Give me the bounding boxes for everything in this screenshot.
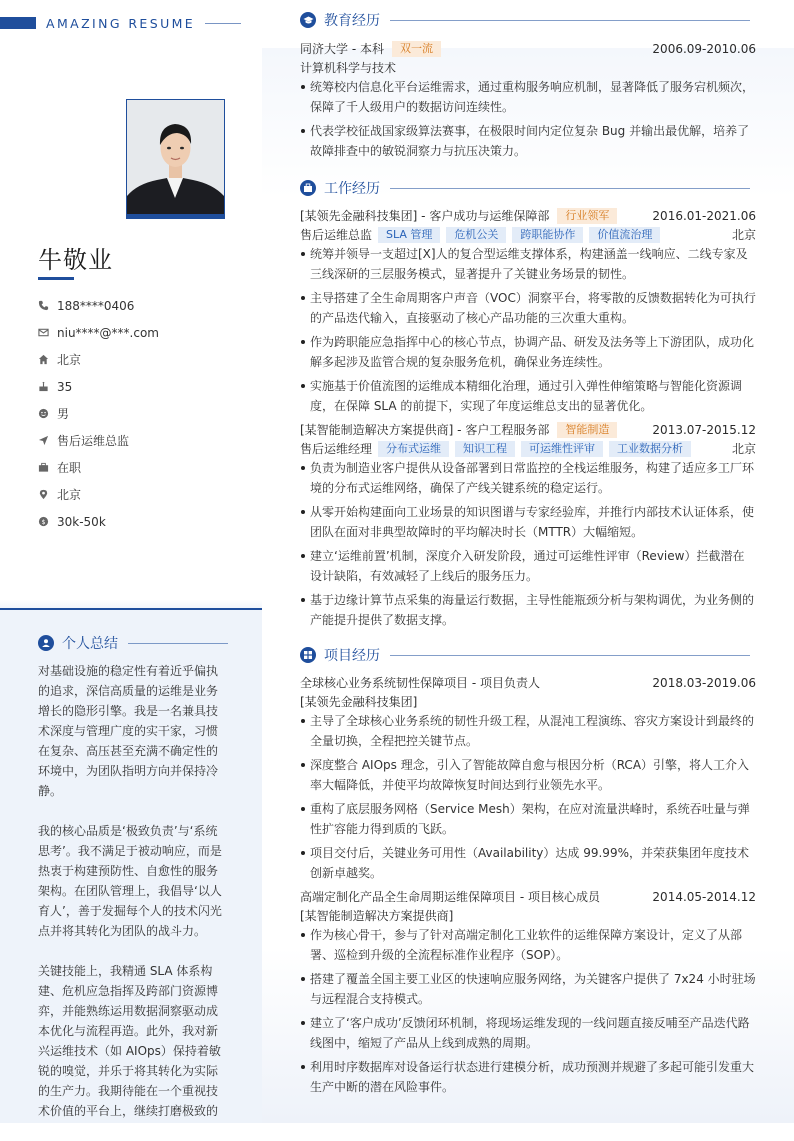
list-item: 主导了全球核心业务系统的韧性升级工程，从混沌工程演练、容灾方案设计到最终的全量切换，全程把控关键节点。 bbox=[300, 711, 756, 751]
projects-section bbox=[300, 673, 756, 1101]
job-date: 2013.07-2015.12 bbox=[652, 422, 756, 437]
job-tag: 智能制造 bbox=[557, 422, 617, 438]
project-entry bbox=[300, 887, 756, 1097]
info-value-location: 北京 bbox=[57, 488, 82, 502]
project-org: [某领先金融科技集团] bbox=[300, 695, 418, 709]
project-org: [某智能制造解决方案提供商] bbox=[300, 909, 454, 923]
projects-section-header bbox=[300, 645, 750, 665]
send-icon bbox=[38, 435, 49, 446]
school-tag: 双一流 bbox=[392, 41, 441, 57]
list-item: 主导搭建了全生命周期客户声音（VOC）洞察平台，将零散的反馈数据转化为可执行的产品迭代输入，直接驱动了核心产品功能的三次重大重构。 bbox=[300, 288, 756, 328]
graduation-cap-icon bbox=[300, 12, 316, 28]
info-row-gender bbox=[38, 400, 248, 427]
home-icon bbox=[38, 354, 49, 365]
job-date: 2016.01-2021.06 bbox=[652, 208, 756, 223]
education-date: 2006.09-2010.06 bbox=[652, 41, 756, 56]
skill-tag: 可运维性评审 bbox=[521, 441, 603, 457]
job-entry bbox=[300, 420, 756, 630]
location-icon bbox=[38, 489, 49, 500]
major-name: 计算机科学与技术 bbox=[300, 61, 397, 75]
info-value-age: 35 bbox=[57, 379, 73, 394]
project-name: 高端定制化产品全生命周期运维保障项目 - 项目核心成员 bbox=[300, 890, 600, 904]
briefcase-icon bbox=[38, 462, 49, 473]
brand-bar bbox=[0, 17, 36, 29]
job-role: 售后运维总监 bbox=[300, 228, 373, 242]
project-header-row bbox=[300, 673, 756, 692]
info-value-phone: 188****0406 bbox=[57, 298, 135, 313]
job-tag: 行业领军 bbox=[557, 208, 617, 224]
project-header-row bbox=[300, 887, 756, 906]
project-name: 全球核心业务系统韧性保障项目 - 项目负责人 bbox=[300, 676, 540, 690]
list-item: 从零开始构建面向工业场景的知识图谱与专家经验库，并推行内部技术认证体系，使团队在面对非典型故障时的平均解决时长（MTTR）大幅缩短。 bbox=[300, 502, 756, 542]
info-row-home bbox=[38, 346, 248, 373]
list-item: 统筹并领导一支超过[X]人的复合型运维支撑体系，构建涵盖一线响应、二线专家及三线深研的三层服务模式，显著提升了关键业务场景的韧性。 bbox=[300, 244, 756, 284]
list-item: 利用时序数据库对设备运行状态进行建模分析，成功预测并规避了多起可能引发重大生产中断的潜在风险事件。 bbox=[300, 1057, 756, 1097]
info-value-email: niu****@***.com bbox=[57, 325, 159, 340]
project-entry bbox=[300, 673, 756, 883]
list-item: 代表学校征战国家级算法赛事，在极限时间内定位复杂 Bug 并输出最优解，培养了故障排查中的敏锐洞察力与抗压决策力。 bbox=[300, 121, 756, 161]
info-row-phone bbox=[38, 292, 248, 319]
list-item: 搭建了覆盖全国主要工业区的快速响应服务网络，为关键客户提供了 7x24 小时驻场与远程混合支持模式。 bbox=[300, 969, 756, 1009]
grid-icon bbox=[300, 647, 316, 663]
job-role: 售后运维经理 bbox=[300, 442, 373, 456]
list-item: 重构了底层服务网格（Service Mesh）架构，在应对流量洪峰时，系统吞吐量与弹性扩容能力得到质的飞跃。 bbox=[300, 799, 756, 839]
list-item: 负责为制造业客户提供从设备部署到日常监控的全栈运维服务，构建了适应多工厂环境的分布式运维网络，确保了产线关键系统的稳定运行。 bbox=[300, 458, 756, 498]
job-city: 北京 bbox=[731, 228, 756, 242]
work-section bbox=[300, 206, 756, 634]
summary-body bbox=[38, 661, 224, 1141]
cake-icon bbox=[38, 381, 49, 392]
contact-info-list bbox=[38, 292, 248, 535]
portrait-image bbox=[127, 100, 224, 218]
skill-tag: 分布式运维 bbox=[378, 441, 449, 457]
job-header-row bbox=[300, 420, 756, 439]
work-title: 工作经历 bbox=[324, 181, 380, 197]
info-row-salary bbox=[38, 508, 248, 535]
job-bullets bbox=[300, 244, 756, 416]
list-item: 作为核心骨干，参与了针对高端定制化工业软件的运维保障方案设计，定义了从部署、巡检到升级的全流程标准作业程序（SOP）。 bbox=[300, 925, 756, 965]
sidebar-divider bbox=[0, 608, 262, 610]
info-row-age bbox=[38, 373, 248, 400]
list-item: 建立了‘客户成功’反馈闭环机制，将现场运维发现的一线问题直接反哺至产品迭代路线图中，缩短了产品从上线到成熟的周期。 bbox=[300, 1013, 756, 1053]
project-date: 2018.03-2019.06 bbox=[652, 675, 756, 690]
job-company: [某领先金融科技集团] - 客户成功与运维保障部 bbox=[300, 209, 550, 223]
summary-paragraph: 我的核心品质是‘极致负责’与‘系统思考’。我不满足于被动响应，而是热衷于构建预防性、自愈性的服务架构。在团队管理上，我倡导‘以人育人’，善于发掘每个人的技术闪光点并将其转化为团队的战斗力。 bbox=[38, 824, 222, 938]
brand-text: AMAZING RESUME bbox=[46, 15, 196, 31]
education-title: 教育经历 bbox=[324, 13, 380, 29]
education-header-row bbox=[300, 39, 756, 58]
phone-icon bbox=[38, 300, 49, 311]
education-major-row bbox=[300, 58, 756, 77]
work-section-header bbox=[300, 178, 750, 198]
brand-line bbox=[205, 23, 241, 24]
project-org-row bbox=[300, 906, 756, 925]
mail-icon bbox=[38, 327, 49, 338]
job-role-row bbox=[300, 439, 756, 458]
info-row-location bbox=[38, 481, 248, 508]
project-org-row bbox=[300, 692, 756, 711]
salary-icon bbox=[38, 516, 49, 527]
summary-section-header bbox=[38, 633, 228, 653]
info-value-position: 售后运维总监 bbox=[57, 434, 130, 448]
skill-tag: 工业数据分析 bbox=[609, 441, 691, 457]
candidate-name: 牛敬业 bbox=[38, 246, 113, 274]
user-icon bbox=[38, 635, 54, 651]
info-value-status: 在职 bbox=[57, 461, 82, 475]
job-header-row bbox=[300, 206, 756, 225]
list-item: 基于边缘计算节点采集的海量运行数据，主导性能瓶颈分析与架构调优，为业务侧的产能提升提供了数据支撑。 bbox=[300, 590, 756, 630]
job-role-row bbox=[300, 225, 756, 244]
skill-tag: 跨职能协作 bbox=[512, 227, 583, 243]
list-item: 实施基于价值流图的运维成本精细化治理，通过引入弹性伸缩策略与智能化资源调度，在保障 SLA 的前提下，实现了年度运维总支出的显著优化。 bbox=[300, 376, 756, 416]
name-underline bbox=[38, 277, 74, 280]
brand-header bbox=[0, 14, 241, 32]
list-item: 建立‘运维前置’机制，深度介入研发阶段，通过可运维性评审（Review）拦截潜在设计缺陷，有效减轻了上线后的服务压力。 bbox=[300, 546, 756, 586]
education-bullets bbox=[300, 77, 756, 161]
skill-tag: 知识工程 bbox=[455, 441, 515, 457]
list-item: 项目交付后，关键业务可用性（Availability）达成 99.99%，并荣获集团年度技术创新卓越奖。 bbox=[300, 843, 756, 883]
project-bullets bbox=[300, 711, 756, 883]
list-item: 作为跨职能应急指挥中心的核心节点，协调产品、研发及法务等上下游团队，成功化解多起涉及监管合规的复杂服务危机，确保业务连续性。 bbox=[300, 332, 756, 372]
profile-photo bbox=[126, 99, 225, 219]
info-value-salary: 30k-50k bbox=[57, 514, 106, 529]
summary-title-line bbox=[128, 643, 228, 644]
work-title-line bbox=[390, 188, 750, 189]
project-date: 2014.05-2014.12 bbox=[652, 889, 756, 904]
education-section-header bbox=[300, 10, 750, 30]
face-icon bbox=[38, 408, 49, 419]
skill-tag: 价值流治理 bbox=[589, 227, 660, 243]
summary-paragraph: 关键技能上，我精通 SLA 体系构建、危机应急指挥及跨部门资源博弈，并能熟练运用数据洞察驱动成本优化与流程再造。此外，我对新兴运维技术（如 AIOps）保持着敏锐的嗅觉，并乐于将其转化为实际的生产力。我期待能在一个重视技术价值的平台上，继续打磨极致的 bbox=[38, 964, 221, 1118]
job-entry bbox=[300, 206, 756, 416]
education-title-line bbox=[390, 20, 750, 21]
job-company: [某智能制造解决方案提供商] - 客户工程服务部 bbox=[300, 423, 550, 437]
info-row-position bbox=[38, 427, 248, 454]
skill-tag: SLA 管理 bbox=[378, 227, 440, 243]
summary-title: 个人总结 bbox=[62, 636, 118, 652]
info-row-status bbox=[38, 454, 248, 481]
education-section bbox=[300, 39, 756, 165]
school-name: 同济大学 - 本科 bbox=[300, 42, 384, 56]
projects-title-line bbox=[390, 655, 750, 656]
job-city: 北京 bbox=[731, 442, 756, 456]
summary-paragraph: 对基础设施的稳定性有着近乎偏执的追求，深信高质量的运维是业务增长的隐形引擎。我是一名兼具技术深度与管理广度的实干家，习惯在复杂、高压甚至充满不确定性的环境中，为团队指明方向并保持冷静。 bbox=[38, 664, 219, 798]
projects-title: 项目经历 bbox=[324, 648, 380, 664]
briefcase-icon bbox=[300, 180, 316, 196]
photo-accent-bar bbox=[127, 214, 224, 218]
info-row-email bbox=[38, 319, 248, 346]
list-item: 统筹校内信息化平台运维需求，通过重构服务响应机制，显著降低了服务宕机频次，保障了千人级用户的数据访问连续性。 bbox=[300, 77, 756, 117]
list-item: 深度整合 AIOps 理念，引入了智能故障自愈与根因分析（RCA）引擎，将人工介入率大幅降低，并使平均故障恢复时间达到行业领先水平。 bbox=[300, 755, 756, 795]
job-bullets bbox=[300, 458, 756, 630]
info-value-gender: 男 bbox=[57, 407, 70, 421]
project-bullets bbox=[300, 925, 756, 1097]
svg-text:$: $ bbox=[41, 517, 46, 526]
skill-tag: 危机公关 bbox=[446, 227, 506, 243]
info-value-home: 北京 bbox=[57, 353, 82, 367]
